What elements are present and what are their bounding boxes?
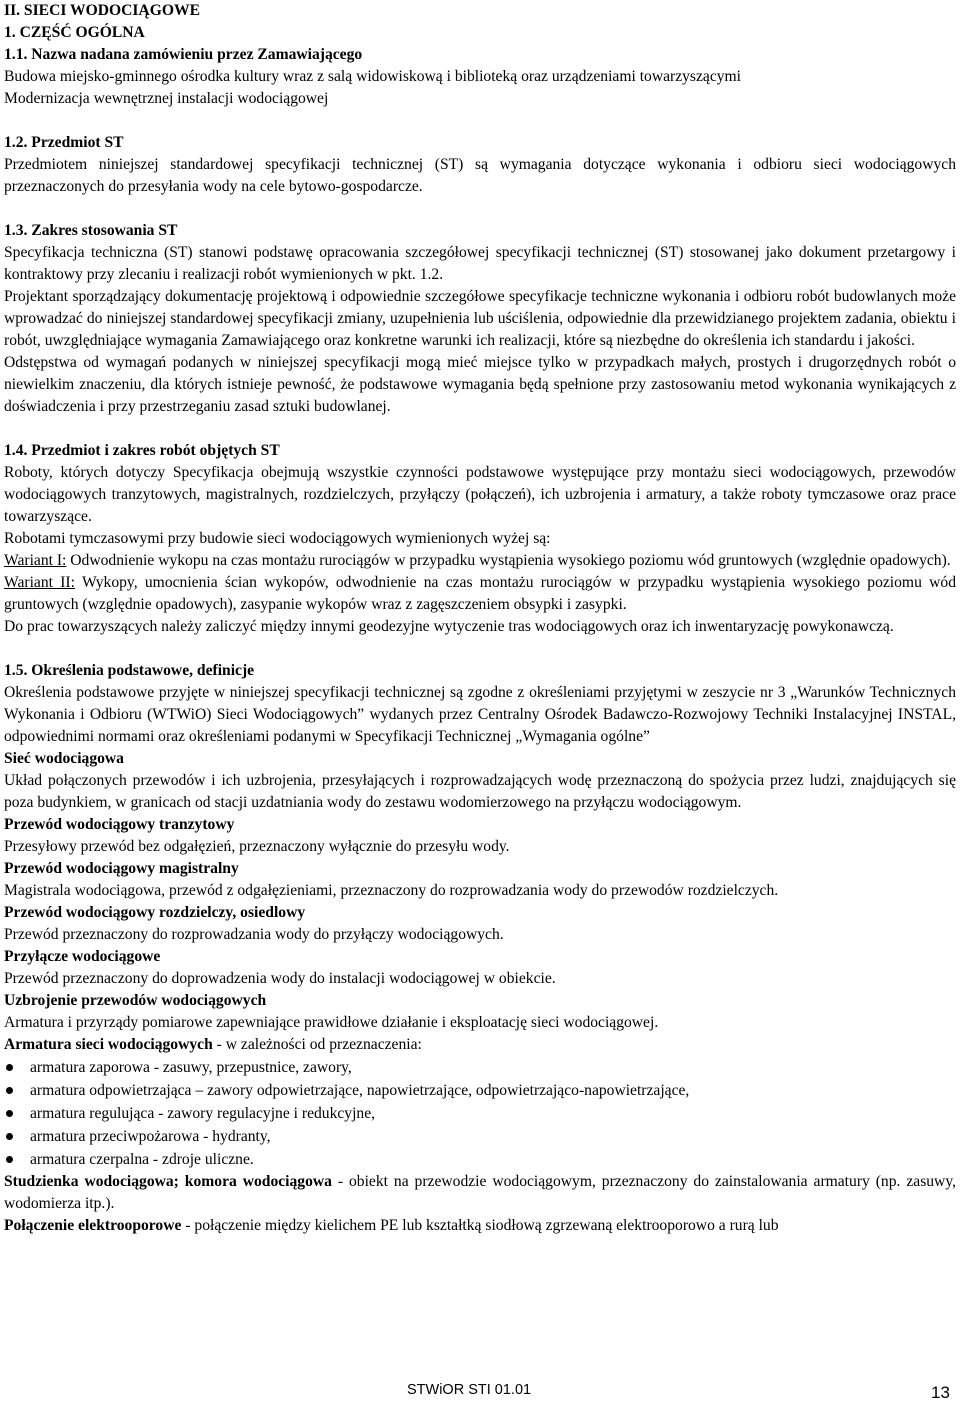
def-text: Magistrala wodociągowa, przewód z odgałęzieniami, przeznaczony do rozprowadzania wody do przewodów rozdzielczych.: [4, 882, 779, 899]
s11-line1: Budowa miejsko-gminnego ośrodka kultury wraz z salą widowiskową i biblioteką oraz urządzeniami towarzyszącymi: [4, 68, 742, 85]
variant-2-text: Wykopy, umocnienia ścian wykopów, odwodnienie na czas montażu rurociągów w przypadku wystąpienia wysokiego poziomu wód gruntowych (względnie opadowych), zasypanie wykopów wraz z zagęszczeniem obsypki i zasypki.: [4, 574, 956, 613]
list-item: [4, 1102, 956, 1125]
def-text: - obiekt na przewodzie wodociągowym, przeznaczony do zainstalowania armatury (np. zasuwy, wodomierza itp.).: [4, 1173, 956, 1212]
s15-intro: Określenia podstawowe przyjęte w niniejszej specyfikacji technicznej są zgodne z określeniami przyjętymi w zeszycie nr 3 „Warunków Technicznych Wykonania i Odbioru (WTWiO) Sieci Wodociągowych” wydanych przez Centralny Ośrodek Badawczo-Rozwojowy Techniki Instalacyjnej INSTAL, odpowiednimi normami oraz określeniami podanymi w Specyfikacji Technicznej „Wymagania ogólne”: [4, 684, 956, 745]
spacer: [4, 110, 956, 132]
def-term: Przewód wodociągowy magistralny: [4, 860, 239, 877]
variant-2-label: Wariant II:: [4, 574, 75, 591]
section-title: II. SIECI WODOCIĄGOWE: [4, 2, 200, 19]
def-studzienka: [4, 1171, 956, 1215]
def-text: Układ połączonych przewodów i ich uzbrojenia, przesyłających i rozprowadzających wodę przeznaczoną do spożycia przez ludzi, znajdujących się poza budynkiem, w granicach od stacji uzdatniania wody do zestawu wodomierzowego na przyłączu wodociągowym.: [4, 772, 956, 811]
def-text: Przesyłowy przewód bez odgałęzień, przeznaczony wyłącznie do przesyłu wody.: [4, 838, 510, 855]
def-term: Połączenie elektrooporowe: [4, 1217, 182, 1234]
s14-variant-2: [4, 572, 956, 616]
def-term: Przewód wodociągowy tranzytowy: [4, 816, 235, 833]
list-item-text: armatura przeciwpożarowa - hydranty,: [30, 1128, 271, 1145]
s13-p3: Odstępstwa od wymagań podanych w niniejszej specyfikacji mogą mieć miejsce tylko w przypadkach małych, prostych i drugorzędnych robót o niewielkim znaczeniu, dla których istnieje pewność, że podstawowe wymagania będą spełnione przy zastosowaniu metod wykonania wynikających z doświadczenia i przy przestrzeganiu zasad sztuki budowlanej.: [4, 354, 956, 415]
def-term: Armatura sieci wodociągowych: [4, 1036, 213, 1053]
variant-1-label: Wariant I:: [4, 552, 67, 569]
def-text: Przewód przeznaczony do doprowadzenia wody do instalacji wodociągowej w obiekcie.: [4, 970, 556, 987]
spacer: [4, 198, 956, 220]
def-term: Studzienka wodociągowa; komora wodociągowa: [4, 1173, 332, 1190]
def-text: - w zależności od przeznaczenia:: [212, 1036, 422, 1053]
heading-1-3: 1.3. Zakres stosowania ST: [4, 222, 178, 239]
bullet-icon: [6, 1064, 13, 1071]
variant-1-text: Odwodnienie wykopu na czas montażu rurociągów w przypadku wystąpienia wysokiego poziomu wód gruntowych (względnie opadowych).: [66, 552, 951, 569]
def-text: Przewód przeznaczony do rozprowadzania wody do przyłączy wodociągowych.: [4, 926, 504, 943]
def-term: Przyłącze wodociągowe: [4, 948, 161, 965]
heading-1-4: 1.4. Przedmiot i zakres robót objętych ST: [4, 442, 280, 459]
footer-document-code: STWiOR STI 01.01: [407, 1382, 532, 1398]
list-item: [4, 1148, 956, 1171]
def-text: - połączenie między kielichem PE lub kształtką siodłową zgrzewaną elektrooporowo a rurą lub: [181, 1217, 779, 1234]
list-item-text: armatura zaporowa - zasuwy, przepustnice, zawory,: [30, 1059, 352, 1076]
heading-1-5: 1.5. Określenia podstawowe, definicje: [4, 662, 255, 679]
list-item: [4, 1079, 956, 1102]
def-term: Uzbrojenie przewodów wodociągowych: [4, 992, 267, 1009]
part-title: 1. CZĘŚĆ OGÓLNA: [4, 24, 145, 41]
s12-text: Przedmiotem niniejszej standardowej specyfikacji technicznej (ST) są wymagania dotyczące wykonania i odbioru sieci wodociągowych przeznaczonych do przesyłania wody na cele bytowo-gospodarcze.: [4, 156, 956, 195]
s14-p1: Roboty, których dotyczy Specyfikacja obejmują wszystkie czynności podstawowe występujące przy montażu sieci wodociągowych, przewodów wodociągowych tranzytowych, magistralnych, rozdzielczych, przyłączy (połączeń), ich uzbrojenia i armatury, a także roboty tymczasowe oraz prace towarzyszące.: [4, 464, 956, 525]
heading-1-2: 1.2. Przedmiot ST: [4, 134, 124, 151]
armatura-list: [4, 1056, 956, 1171]
bullet-icon: [6, 1156, 13, 1163]
def-text: Armatura i przyrządy pomiarowe zapewniające prawidłowe działanie i eksploatację sieci wodociągowej.: [4, 1014, 659, 1031]
def-polaczenie: [4, 1215, 956, 1237]
def-term: Sieć wodociągowa: [4, 750, 124, 767]
bullet-icon: [6, 1133, 13, 1140]
s13-p1: Specyfikacja techniczna (ST) stanowi podstawę opracowania szczegółowej specyfikacji technicznej (ST) stosowanej jako dokument przetargowy i kontraktowy przy zlecaniu i realizacji robót wymienionych w pkt. 1.2.: [4, 244, 956, 283]
document-page: [4, 0, 956, 1237]
spacer: [4, 638, 956, 660]
def-term: Przewód wodociągowy rozdzielczy, osiedlowy: [4, 904, 306, 921]
s14-p3: Do prac towarzyszących należy zaliczyć między innymi geodezyjne wytyczenie tras wodociągowych oraz ich inwentaryzację powykonawczą.: [4, 618, 894, 635]
s11-line2: Modernizacja wewnętrznej instalacji wodociągowej: [4, 90, 329, 107]
list-item: [4, 1125, 956, 1148]
bullet-icon: [6, 1087, 13, 1094]
bullet-icon: [6, 1110, 13, 1117]
spacer: [4, 418, 956, 440]
def-armatura: [4, 1034, 956, 1056]
list-item-text: armatura czerpalna - zdroje uliczne.: [30, 1151, 254, 1168]
s14-variant-1: [4, 550, 956, 572]
heading-1-1: 1.1. Nazwa nadana zamówieniu przez Zamawiającego: [4, 46, 363, 63]
list-item: [4, 1056, 956, 1079]
list-item-text: armatura odpowietrzająca – zawory odpowietrzające, napowietrzające, odpowietrzająco-napowietrzające,: [30, 1082, 690, 1099]
s13-p2: Projektant sporządzający dokumentację projektową i odpowiednie szczegółowe specyfikacje techniczne wykonania i odbioru robót budowlanych może wprowadzać do niniejszej standardowej specyfikacji zmiany, uzupełnienia lub uściślenia, odpowiednie dla przewidzianego projektem zadania, obiektu i robót, uwzględniające wymagania Zamawiającego oraz konkretne warunki ich realizacji, które są niezbędne do określenia ich standardu i jakości.: [4, 288, 956, 349]
list-item-text: armatura regulująca - zawory regulacyjne i redukcyjne,: [30, 1105, 376, 1122]
s14-p2: Robotami tymczasowymi przy budowie sieci wodociągowych wymienionych wyżej są:: [4, 530, 551, 547]
page-number: 13: [931, 1383, 950, 1402]
